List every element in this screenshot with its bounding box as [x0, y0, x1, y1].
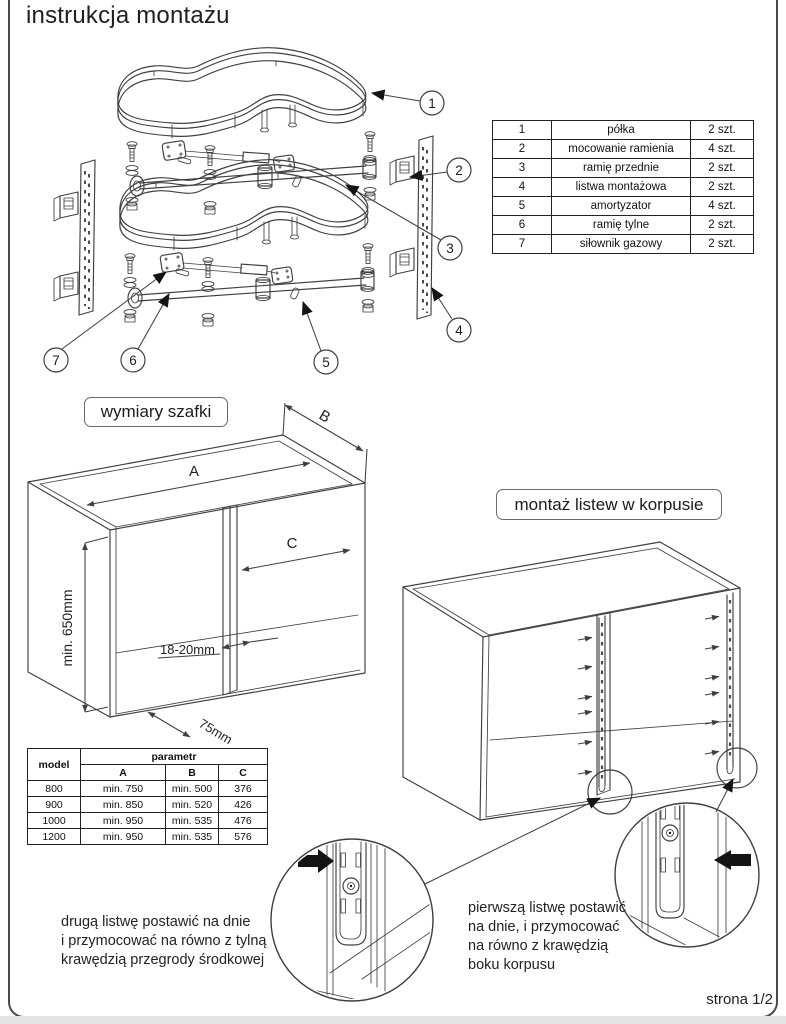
dimension-c	[242, 535, 350, 570]
table-row	[493, 178, 754, 197]
detail-views	[0, 755, 786, 1024]
table-row	[493, 159, 754, 178]
part-qty: 4 szt.	[691, 197, 754, 216]
header-parameter: parametr	[81, 749, 268, 765]
table-row	[493, 121, 754, 140]
section-label-cabinet-dimensions: wymiary szafki	[84, 397, 228, 427]
svg-text:C: C	[286, 535, 298, 552]
part-no: 7	[493, 235, 552, 254]
value-a: min. 950	[81, 813, 166, 829]
shelf-item-lower	[120, 160, 368, 250]
value-a: min. 950	[81, 829, 166, 845]
model-cell: 1200	[28, 829, 81, 845]
part-qty: 4 szt.	[691, 140, 754, 159]
dimension-min-height	[59, 537, 108, 712]
header-model: model	[28, 749, 81, 781]
header-col-c: C	[219, 765, 268, 781]
part-name: ramię przednie	[552, 159, 691, 178]
page-title: instrukcja montażu	[26, 2, 230, 29]
part-no: 3	[493, 159, 552, 178]
rail-on-side-wall	[727, 593, 733, 774]
callout-7	[44, 348, 68, 372]
value-b: min. 535	[166, 813, 219, 829]
page-number: strona 1/2	[706, 991, 773, 1008]
model-cell: 900	[28, 797, 81, 813]
note-line: boku korpusu	[468, 957, 556, 973]
note-line: drugą listwę postawić na dnie	[61, 914, 251, 930]
value-b: min. 520	[166, 797, 219, 813]
value-c: 426	[219, 797, 268, 813]
mounting-rail-right	[390, 136, 433, 319]
arrow-right-icon	[298, 849, 334, 873]
table-row	[493, 216, 754, 235]
section-label-rail-mounting: montaż listew w korpusie	[496, 489, 722, 520]
note-first-rail	[468, 899, 626, 975]
svg-text:6: 6	[129, 353, 137, 368]
svg-text:7: 7	[52, 353, 60, 368]
svg-text:2: 2	[455, 163, 463, 178]
front-arm-assembly	[126, 132, 376, 214]
part-qty: 2 szt.	[691, 178, 754, 197]
exploded-parts-diagram	[20, 30, 480, 380]
shelf-item-top	[118, 48, 366, 138]
value-a: min. 850	[81, 797, 166, 813]
header-col-a: A	[81, 765, 166, 781]
value-b: min. 535	[166, 829, 219, 845]
rear-arm-assembly	[124, 244, 374, 326]
part-name: amortyzator	[552, 197, 691, 216]
callout-1	[420, 91, 444, 115]
callout-6	[121, 348, 145, 372]
part-qty: 2 szt.	[691, 121, 754, 140]
part-no: 2	[493, 140, 552, 159]
part-name: półka	[552, 121, 691, 140]
part-name: mocowanie ramienia	[552, 140, 691, 159]
svg-text:5: 5	[322, 355, 330, 370]
part-qty: 2 szt.	[691, 235, 754, 254]
value-c: 376	[219, 781, 268, 797]
dimension-front-offset	[148, 712, 235, 747]
part-no: 6	[493, 216, 552, 235]
part-name: siłownik gazowy	[552, 235, 691, 254]
callout-3	[438, 236, 462, 260]
svg-text:4: 4	[455, 323, 463, 338]
model-cell: 800	[28, 781, 81, 797]
value-c: 576	[219, 829, 268, 845]
svg-text:3: 3	[446, 241, 454, 256]
part-name: ramię tylne	[552, 216, 691, 235]
note-line: na dnie, i przymocować	[468, 919, 620, 935]
part-qty: 2 szt.	[691, 216, 754, 235]
note-line: i przymocować na równo z tylną	[61, 933, 267, 949]
table-row	[493, 197, 754, 216]
part-qty: 2 szt.	[691, 159, 754, 178]
value-c: 476	[219, 813, 268, 829]
mounting-rail-left	[54, 160, 95, 315]
arrow-left-icon	[714, 850, 751, 870]
note-line: pierwszą listwę postawić	[468, 900, 626, 916]
svg-text:A: A	[188, 463, 200, 480]
callout-5	[314, 350, 338, 374]
callout-2	[447, 158, 471, 182]
svg-text:18-20mm: 18-20mm	[160, 642, 215, 657]
note-line: na równo z krawędzią	[468, 938, 609, 954]
parts-table	[492, 120, 754, 254]
table-row	[493, 140, 754, 159]
value-b: min. 500	[166, 781, 219, 797]
note-second-rail	[61, 913, 267, 970]
callout-4	[447, 318, 471, 342]
dimension-divider-thickness	[158, 638, 278, 658]
model-cell: 1000	[28, 813, 81, 829]
part-no: 1	[493, 121, 552, 140]
part-name: listwa montażowa	[552, 178, 691, 197]
svg-text:1: 1	[428, 96, 436, 111]
cabinet-divider	[223, 505, 237, 695]
header-col-b: B	[166, 765, 219, 781]
table-row	[493, 235, 754, 254]
svg-text:min. 650mm: min. 650mm	[59, 589, 75, 667]
part-no: 5	[493, 197, 552, 216]
part-no: 4	[493, 178, 552, 197]
cabinet-dimensions-drawing	[12, 396, 387, 750]
svg-text:B: B	[316, 406, 334, 427]
value-a: min. 750	[81, 781, 166, 797]
svg-text:75mm: 75mm	[196, 715, 236, 748]
note-line: krawędzią przegrody środkowej	[61, 952, 265, 968]
